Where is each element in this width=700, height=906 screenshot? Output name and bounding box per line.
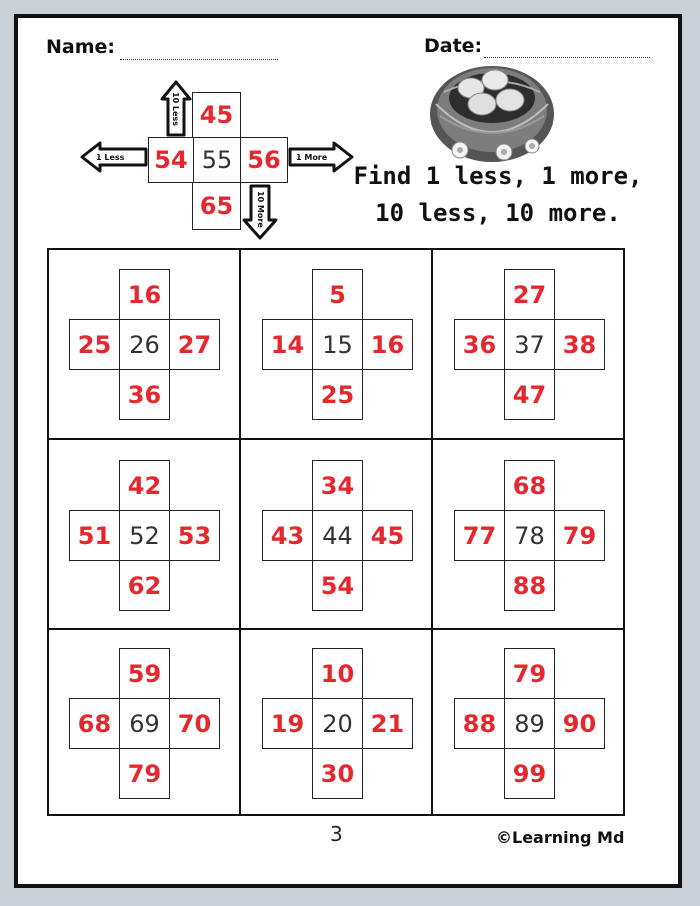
puzzle-right-cell: 21 <box>362 698 413 749</box>
puzzle-bottom-cell: 99 <box>504 748 555 799</box>
puzzle-left-cell: 36 <box>454 319 505 370</box>
instruction-line-2: 10 less, 10 more. <box>375 199 621 227</box>
puzzle-bottom-cell: 88 <box>504 560 555 611</box>
instruction-text <box>348 158 648 232</box>
copyright-text: ©Learning Md <box>496 828 625 847</box>
puzzle-top-cell: 34 <box>312 460 363 511</box>
puzzle-center-cell: 52 <box>119 510 170 561</box>
puzzle-top-cell: 16 <box>119 269 170 320</box>
puzzle-top-cell: 5 <box>312 269 363 320</box>
puzzle-center-cell: 89 <box>504 698 555 749</box>
puzzle-center-cell: 37 <box>504 319 555 370</box>
arrow-down-icon <box>244 186 276 238</box>
puzzle-right-cell: 27 <box>169 319 220 370</box>
puzzle-center-cell: 26 <box>119 319 170 370</box>
puzzle-left-cell: 68 <box>69 698 120 749</box>
puzzle-center-cell: 44 <box>312 510 363 561</box>
example-left-cell: 54 <box>148 137 194 183</box>
puzzle-bottom-cell: 47 <box>504 369 555 420</box>
puzzle-left-cell: 88 <box>454 698 505 749</box>
puzzle-top-cell: 68 <box>504 460 555 511</box>
puzzle-bottom-cell: 54 <box>312 560 363 611</box>
puzzle-center-cell: 15 <box>312 319 363 370</box>
puzzle-center-cell: 20 <box>312 698 363 749</box>
puzzle-cell <box>239 628 431 814</box>
puzzle-cell <box>431 628 623 814</box>
page-number: 3 <box>330 822 343 846</box>
puzzle-cell <box>49 250 239 438</box>
puzzle-bottom-cell: 25 <box>312 369 363 420</box>
puzzle-top-cell: 10 <box>312 648 363 699</box>
puzzle-cell <box>239 438 431 628</box>
puzzle-center-cell: 78 <box>504 510 555 561</box>
arrow-right-label: 1 More <box>296 153 328 162</box>
puzzle-top-cell: 42 <box>119 460 170 511</box>
example-top-cell: 45 <box>192 92 241 138</box>
arrow-left-icon <box>82 143 146 171</box>
puzzle-right-cell: 90 <box>554 698 605 749</box>
puzzle-cell <box>431 438 623 628</box>
puzzle-left-cell: 19 <box>262 698 313 749</box>
example-right-cell: 56 <box>240 137 288 183</box>
arrow-down-label: 10 More <box>256 191 265 228</box>
puzzle-cell <box>431 250 623 438</box>
puzzle-right-cell: 45 <box>362 510 413 561</box>
arrow-up-label: 10 Less <box>171 92 180 126</box>
puzzle-right-cell: 70 <box>169 698 220 749</box>
arrow-right-icon <box>290 143 352 171</box>
puzzle-bottom-cell: 36 <box>119 369 170 420</box>
puzzle-left-cell: 14 <box>262 319 313 370</box>
arrow-left-label: 1 Less <box>96 153 125 162</box>
puzzle-right-cell: 16 <box>362 319 413 370</box>
puzzle-center-cell: 69 <box>119 698 170 749</box>
puzzle-right-cell: 38 <box>554 319 605 370</box>
puzzle-grid <box>47 248 625 816</box>
puzzle-right-cell: 79 <box>554 510 605 561</box>
puzzle-left-cell: 77 <box>454 510 505 561</box>
date-label: Date: <box>424 35 483 57</box>
arrow-up-icon <box>162 82 190 135</box>
puzzle-left-cell: 51 <box>69 510 120 561</box>
puzzle-left-cell: 25 <box>69 319 120 370</box>
puzzle-right-cell: 53 <box>169 510 220 561</box>
example-center-cell: 55 <box>193 137 241 183</box>
puzzle-cell <box>49 628 239 814</box>
puzzle-top-cell: 79 <box>504 648 555 699</box>
instruction-line-1: Find 1 less, 1 more, <box>353 162 643 190</box>
puzzle-top-cell: 27 <box>504 269 555 320</box>
puzzle-left-cell: 43 <box>262 510 313 561</box>
example-bottom-cell: 65 <box>192 182 241 230</box>
puzzle-bottom-cell: 30 <box>312 748 363 799</box>
puzzle-bottom-cell: 62 <box>119 560 170 611</box>
puzzle-cell <box>239 250 431 438</box>
bird-nest-eggs-icon <box>430 66 554 162</box>
puzzle-cell <box>49 438 239 628</box>
puzzle-bottom-cell: 79 <box>119 748 170 799</box>
puzzle-top-cell: 59 <box>119 648 170 699</box>
name-label: Name: <box>46 36 116 58</box>
